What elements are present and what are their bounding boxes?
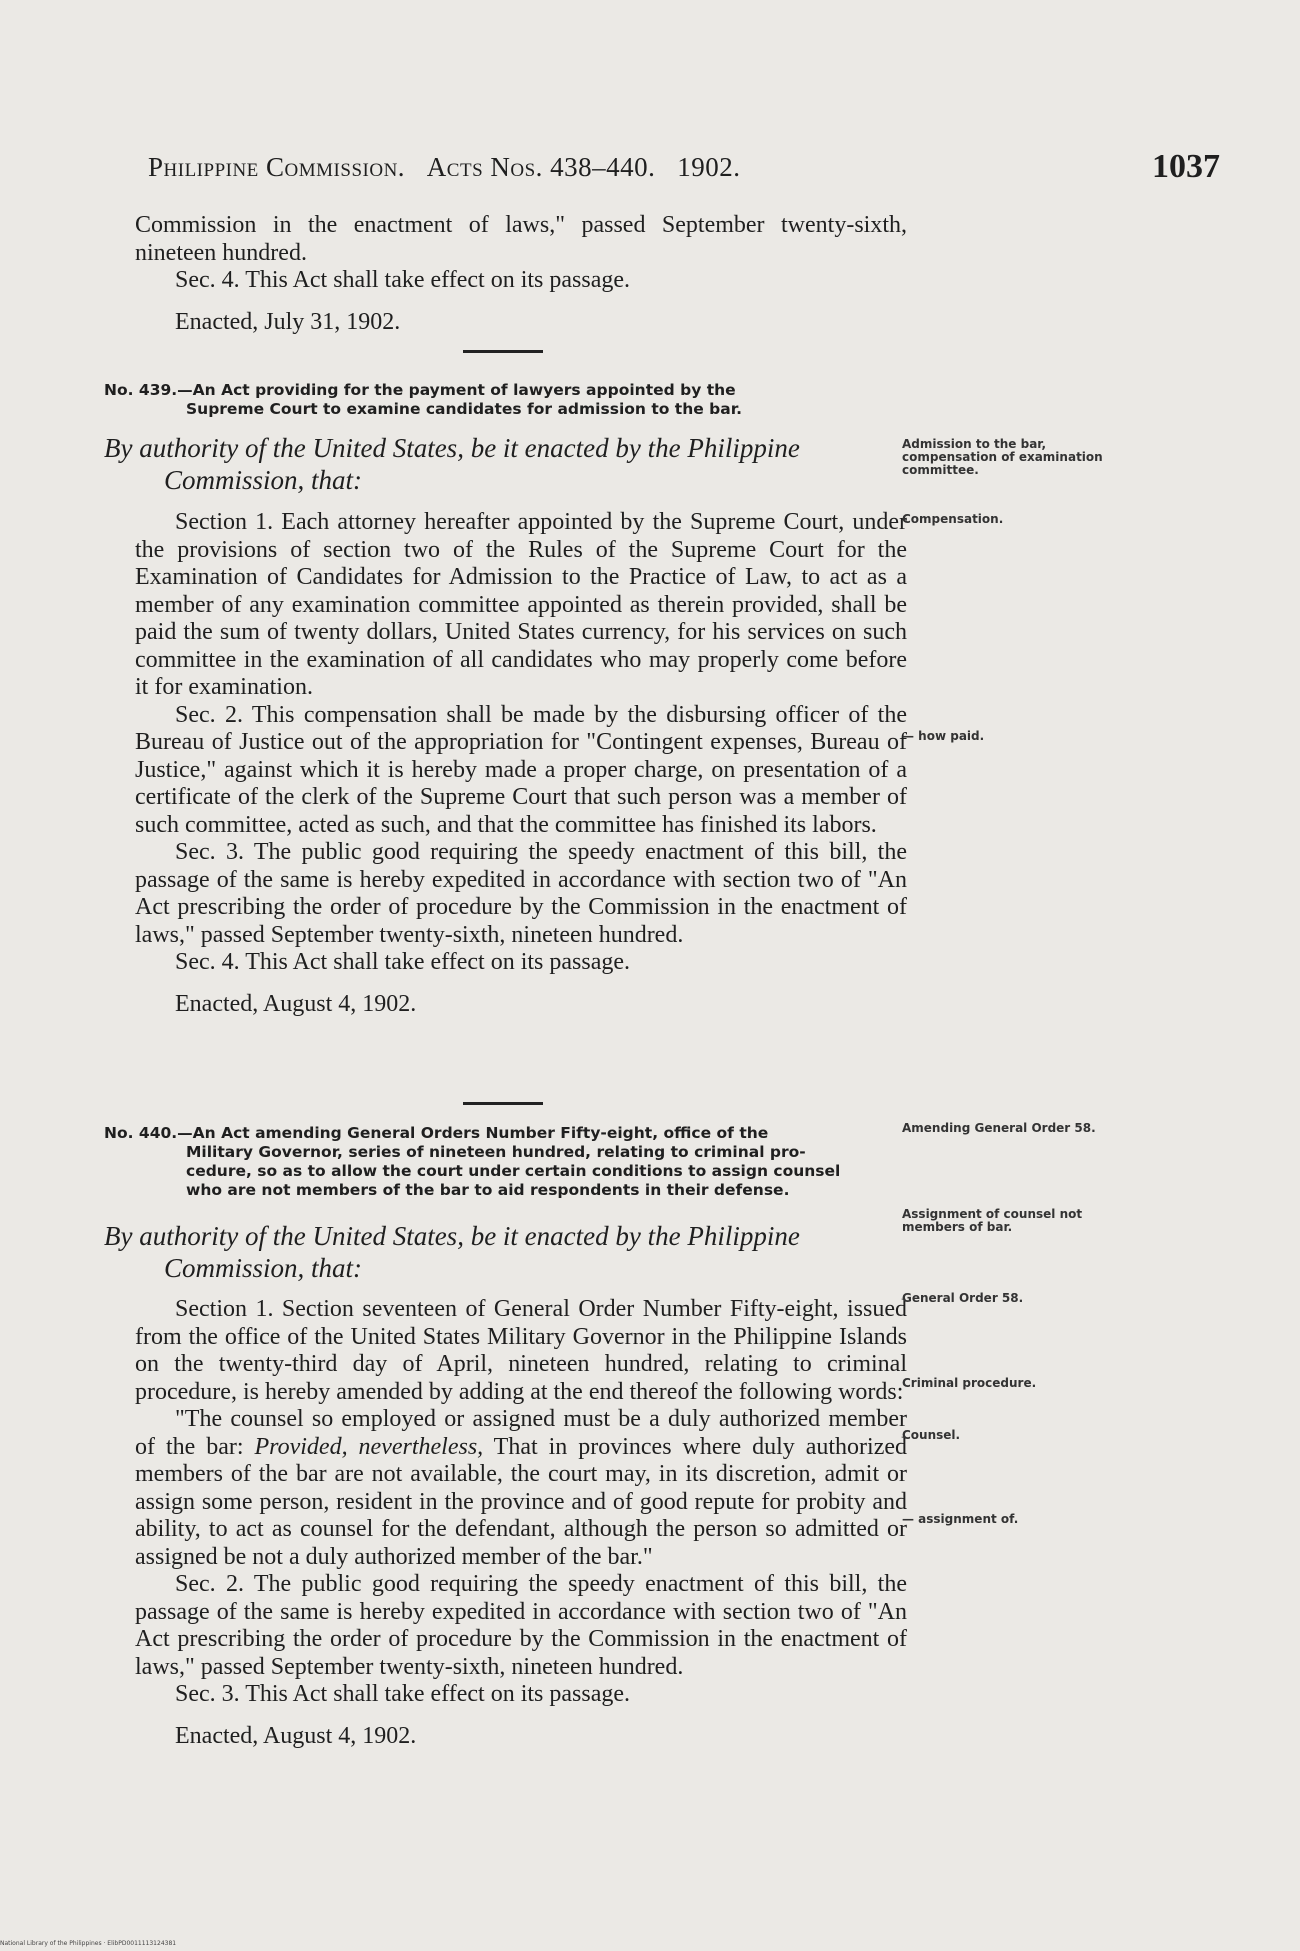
act438-tail <box>135 212 907 336</box>
act440-title <box>104 1124 907 1200</box>
act439-authority-line1: By authority of the United States, be it enacted by the Philippine <box>104 433 800 463</box>
quote-proviso: Provided, nevertheless, <box>254 1433 484 1460</box>
act439-authority-line2: Commission, that: <box>164 465 363 495</box>
act439-body <box>135 509 907 1018</box>
act440-authority-line1: By authority of the United States, be it enacted by the Philippine <box>104 1221 800 1251</box>
act440-enacted: Enacted, August 4, 1902. <box>175 1722 417 1749</box>
act440-section1: Section 1. Section seventeen of General Order Number Fifty-eight, issued from the office of the United States Military Governor in the Philippine Islands on the twenty-third day of April, nineteen hundred, relating to criminal procedure, is hereby amended by adding at the end thereof the following words: <box>135 1296 907 1405</box>
running-title: Philippine Commission. <box>148 152 406 182</box>
act440-quoted-amendment <box>135 1406 907 1571</box>
section-divider-2 <box>463 1102 543 1105</box>
act438-sec4: Sec. 4. This Act shall take effect on its passage. <box>175 267 631 293</box>
section-divider <box>463 350 543 353</box>
act439-section4: Sec. 4. This Act shall take effect on its passage. <box>175 949 631 975</box>
act440-title-line3: cedure, so as to allow the court under certain conditions to assign counsel <box>186 1162 841 1180</box>
acts-range: Acts Nos. 438–440. <box>426 152 656 182</box>
act439-title-line2: Supreme Court to examine candidates for admission to the bar. <box>186 400 743 418</box>
act440-title-line2: Military Governor, series of nineteen hundred, relating to criminal pro- <box>186 1143 806 1161</box>
margin-note-compensation: Compensation. <box>902 512 1004 526</box>
act439-enacted: Enacted, August 4, 1902. <box>175 990 417 1017</box>
margin-note-assignment-of: — assignment of. <box>902 1512 1019 1526</box>
act439-section1: Section 1. Each attorney hereafter appointed by the Supreme Court, under the provisions of section two of the Rules of the Supreme Court for the Examination of Candidates for Admission to the Practice of Law, to act as a member of any examination committee appointed as therein provided, shall be paid the sum of twenty dollars, United States currency, for his services on such committee in the examination of all candidates who may properly come before it for examination. <box>135 509 907 700</box>
act439-section2: Sec. 2. This compensation shall be made by the disbursing officer of the Bureau of Justice out of the appropriation for "Contingent expenses, Bureau of Justice," against which it is hereby made a proper charge, on presentation of a certificate of the clerk of the Supreme Court that such person was a member of such committee, acted as such, and that the committee has finished its labors. <box>135 701 907 838</box>
act440-title-line4: who are not members of the bar to aid respondents in their defense. <box>186 1181 790 1199</box>
running-header <box>148 152 1108 192</box>
act440-section3: Sec. 3. This Act shall take effect on its passage. <box>175 1681 631 1707</box>
act440-body <box>135 1296 907 1750</box>
margin-note-admission: Admission to the bar, compensation of examination committee. <box>902 437 1103 477</box>
act439-title-line1: —An Act providing for the payment of lawyers appointed by the <box>177 381 736 399</box>
margin-note-counsel: Counsel. <box>902 1428 961 1442</box>
scan-footer: National Library of the Philippines · ElibPD0011113124381 <box>0 1940 177 1947</box>
header-year: 1902. <box>677 152 741 182</box>
margin-note-how-paid: — how paid. <box>902 729 985 743</box>
act440-number: No. 440. <box>104 1124 178 1142</box>
act440-authority-line2: Commission, that: <box>164 1253 363 1283</box>
act440-section2: Sec. 2. The public good requiring the speedy enactment of this bill, the passage of the same is hereby expedited in accordance with section two of "An Act prescribing the order of procedure by the Commission in the enactment of laws," passed September twenty-sixth, nineteen hundred. <box>135 1571 907 1680</box>
act439-number: No. 439. <box>104 381 178 399</box>
quote-part-a: "The counsel so employed or assigned must be a duly authorized member of the bar: <box>135 1406 907 1460</box>
margin-note-general-order: General Order 58. <box>902 1291 1024 1305</box>
margin-note-assignment: Assignment of counsel not members of bar. <box>902 1207 1083 1234</box>
act439-authority <box>104 432 907 496</box>
act440-title-line1: —An Act amending General Orders Number Fifty-eight, office of the <box>177 1124 769 1142</box>
quote-part-b: That in provinces where duly authorized members of the bar are not available, the court may, in its discretion, admit or assign some person, resident in the province and of good repute for probity and ability, to act as counsel for the defendant, although the person so admitted or assigned be not a duly authorized member of the bar." <box>135 1433 907 1570</box>
act438-continuation: Commission in the enactment of laws," passed September twenty-sixth, nineteen hundred. <box>135 212 907 266</box>
act439-section3: Sec. 3. The public good requiring the speedy enactment of this bill, the passage of the same is hereby expedited in accordance with section two of "An Act prescribing the order of procedure by the Commission in the enactment of laws," passed September twenty-sixth, nineteen hundred. <box>135 839 907 948</box>
act439-title <box>104 381 907 419</box>
act438-enacted: Enacted, July 31, 1902. <box>175 308 401 335</box>
act440-authority <box>104 1220 907 1284</box>
margin-note-amending: Amending General Order 58. <box>902 1121 1096 1135</box>
margin-note-criminal-procedure: Criminal procedure. <box>902 1376 1037 1390</box>
page-number: 1037 <box>1152 148 1220 185</box>
